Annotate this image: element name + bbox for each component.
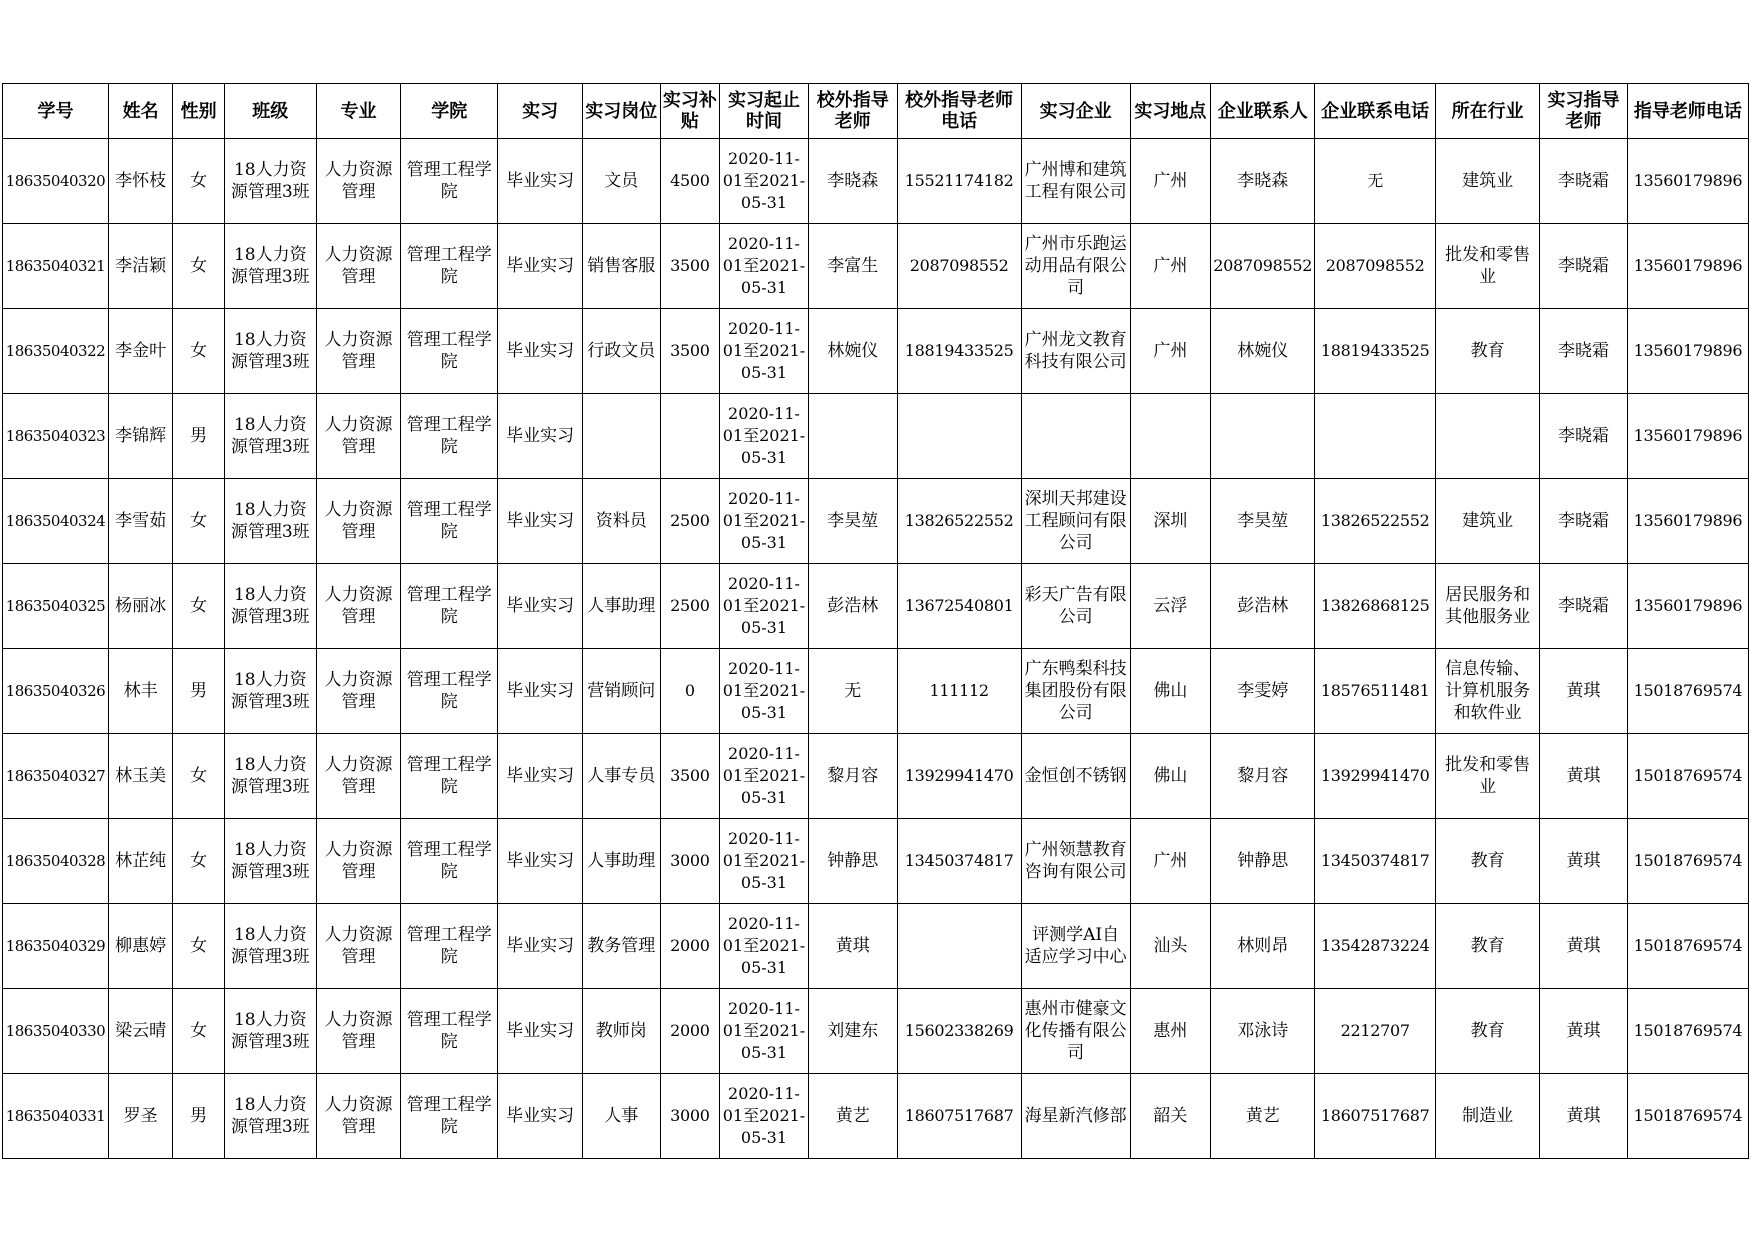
cell-college: 管理工程学院 xyxy=(401,734,498,819)
cell-student-id: 18635040329 xyxy=(3,904,109,989)
cell-college: 管理工程学院 xyxy=(401,139,498,224)
cell-company: 广州领慧教育咨询有限公司 xyxy=(1021,819,1130,904)
cell-internship-type: 毕业实习 xyxy=(498,649,583,734)
cell-position: 资料员 xyxy=(582,479,660,564)
cell-teacher: 李晓霜 xyxy=(1540,139,1628,224)
cell-college: 管理工程学院 xyxy=(401,1074,498,1159)
cell-gender: 女 xyxy=(173,564,224,649)
cell-contact: 2087098552 xyxy=(1211,224,1315,309)
cell-internship-type: 毕业实习 xyxy=(498,989,583,1074)
cell-contact: 林婉仪 xyxy=(1211,309,1315,394)
cell-name: 李怀枝 xyxy=(108,139,173,224)
cell-period: 2020-11-01至2021-05-31 xyxy=(722,574,806,637)
cell-major: 人力资源管理 xyxy=(316,989,401,1074)
col-header-external-mentor-phone: 校外指导老师电话 xyxy=(897,84,1021,139)
cell-period: 2020-11-01至2021-05-31 xyxy=(722,234,806,297)
cell-major: 人力资源管理 xyxy=(316,309,401,394)
cell-teacher-phone: 15018769574 xyxy=(1627,649,1748,734)
cell-gender: 女 xyxy=(173,734,224,819)
cell-location xyxy=(1130,394,1211,479)
cell-student-id: 18635040327 xyxy=(3,734,109,819)
cell-class: 18人力资源管理3班 xyxy=(224,989,316,1074)
table-row xyxy=(3,649,1749,734)
cell-mentor xyxy=(808,394,897,479)
cell-student-id: 18635040326 xyxy=(3,649,109,734)
cell-contact: 李晓森 xyxy=(1211,139,1315,224)
cell-college: 管理工程学院 xyxy=(401,224,498,309)
col-header-gender: 性别 xyxy=(173,84,224,139)
cell-contact: 黎月容 xyxy=(1211,734,1315,819)
cell-location: 佛山 xyxy=(1130,734,1211,819)
cell-mentor-phone: 18819433525 xyxy=(897,309,1021,394)
cell-mentor-phone: 13672540801 xyxy=(897,564,1021,649)
cell-major: 人力资源管理 xyxy=(316,564,401,649)
cell-position: 文员 xyxy=(582,139,660,224)
cell-student-id: 18635040330 xyxy=(3,989,109,1074)
cell-location: 广州 xyxy=(1130,309,1211,394)
table-row xyxy=(3,904,1749,989)
cell-gender: 女 xyxy=(173,224,224,309)
cell-subsidy: 2000 xyxy=(660,989,720,1074)
cell-contact-phone: 13929941470 xyxy=(1315,734,1436,819)
cell-teacher: 黄琪 xyxy=(1540,904,1628,989)
cell-location: 惠州 xyxy=(1130,989,1211,1074)
cell-internship-type: 毕业实习 xyxy=(498,1074,583,1159)
cell-mentor-phone: 15521174182 xyxy=(897,139,1021,224)
cell-contact-phone: 13826868125 xyxy=(1315,564,1436,649)
cell-major: 人力资源管理 xyxy=(316,819,401,904)
cell-industry: 批发和零售业 xyxy=(1436,734,1540,819)
cell-location: 深圳 xyxy=(1130,479,1211,564)
col-header-company-contact: 企业联系人 xyxy=(1211,84,1315,139)
cell-period: 2020-11-01至2021-05-31 xyxy=(722,319,806,382)
cell-name: 罗圣 xyxy=(108,1074,173,1159)
cell-period: 2020-11-01至2021-05-31 xyxy=(722,744,806,807)
col-header-supervisor: 实习指导老师 xyxy=(1540,84,1628,139)
cell-position: 人事 xyxy=(582,1074,660,1159)
cell-period: 2020-11-01至2021-05-31 xyxy=(722,1084,806,1147)
cell-mentor-phone: 15602338269 xyxy=(897,989,1021,1074)
cell-class: 18人力资源管理3班 xyxy=(224,564,316,649)
cell-location: 广州 xyxy=(1130,224,1211,309)
cell-location: 韶关 xyxy=(1130,1074,1211,1159)
cell-mentor: 林婉仪 xyxy=(808,309,897,394)
cell-gender: 女 xyxy=(173,139,224,224)
cell-subsidy: 4500 xyxy=(660,139,720,224)
cell-mentor: 彭浩林 xyxy=(808,564,897,649)
col-header-period: 实习起止时间 xyxy=(720,84,809,139)
cell-college: 管理工程学院 xyxy=(401,904,498,989)
cell-class: 18人力资源管理3班 xyxy=(224,479,316,564)
col-header-subsidy: 实习补贴 xyxy=(660,84,720,139)
cell-gender: 男 xyxy=(173,1074,224,1159)
cell-teacher: 李晓霜 xyxy=(1540,309,1628,394)
cell-mentor: 黎月容 xyxy=(808,734,897,819)
cell-mentor: 无 xyxy=(808,649,897,734)
cell-company xyxy=(1021,394,1130,479)
cell-teacher-phone: 15018769574 xyxy=(1627,904,1748,989)
cell-contact-phone: 18576511481 xyxy=(1315,649,1436,734)
cell-company: 金恒创不锈钢 xyxy=(1021,734,1130,819)
cell-contact-phone: 2212707 xyxy=(1315,989,1436,1074)
cell-college: 管理工程学院 xyxy=(401,649,498,734)
cell-student-id: 18635040323 xyxy=(3,394,109,479)
cell-student-id: 18635040328 xyxy=(3,819,109,904)
cell-contact-phone: 13542873224 xyxy=(1315,904,1436,989)
cell-position: 教师岗 xyxy=(582,989,660,1074)
cell-company: 深圳天邦建设工程顾问有限公司 xyxy=(1021,479,1130,564)
col-header-major: 专业 xyxy=(316,84,401,139)
col-header-college: 学院 xyxy=(401,84,498,139)
cell-subsidy: 0 xyxy=(660,649,720,734)
cell-period: 2020-11-01至2021-05-31 xyxy=(722,829,806,892)
cell-period: 2020-11-01至2021-05-31 xyxy=(722,149,806,212)
col-header-company-phone: 企业联系电话 xyxy=(1315,84,1436,139)
cell-industry: 教育 xyxy=(1436,819,1540,904)
cell-position: 营销顾问 xyxy=(582,649,660,734)
cell-mentor-phone: 13826522552 xyxy=(897,479,1021,564)
cell-name: 李洁颖 xyxy=(108,224,173,309)
cell-mentor-phone xyxy=(897,394,1021,479)
cell-subsidy xyxy=(660,394,720,479)
cell-subsidy: 2500 xyxy=(660,479,720,564)
cell-student-id: 18635040321 xyxy=(3,224,109,309)
cell-name: 李雪茹 xyxy=(108,479,173,564)
cell-teacher: 李晓霜 xyxy=(1540,564,1628,649)
cell-mentor-phone: 111112 xyxy=(897,649,1021,734)
cell-company: 彩天广告有限公司 xyxy=(1021,564,1130,649)
cell-student-id: 18635040320 xyxy=(3,139,109,224)
cell-mentor: 钟静思 xyxy=(808,819,897,904)
cell-major: 人力资源管理 xyxy=(316,904,401,989)
cell-contact-phone: 13450374817 xyxy=(1315,819,1436,904)
cell-internship-type: 毕业实习 xyxy=(498,819,583,904)
cell-name: 李锦辉 xyxy=(108,394,173,479)
cell-teacher-phone: 13560179896 xyxy=(1627,394,1748,479)
cell-teacher-phone: 15018769574 xyxy=(1627,989,1748,1074)
cell-mentor: 李昊堃 xyxy=(808,479,897,564)
cell-subsidy: 3500 xyxy=(660,734,720,819)
cell-contact-phone: 2087098552 xyxy=(1315,224,1436,309)
cell-mentor-phone xyxy=(897,904,1021,989)
cell-internship-type: 毕业实习 xyxy=(498,904,583,989)
cell-name: 柳惠婷 xyxy=(108,904,173,989)
cell-college: 管理工程学院 xyxy=(401,479,498,564)
cell-contact: 黄艺 xyxy=(1211,1074,1315,1159)
cell-class: 18人力资源管理3班 xyxy=(224,309,316,394)
col-header-class: 班级 xyxy=(224,84,316,139)
cell-teacher-phone: 15018769574 xyxy=(1627,1074,1748,1159)
cell-contact: 李昊堃 xyxy=(1211,479,1315,564)
cell-gender: 女 xyxy=(173,479,224,564)
cell-mentor-phone: 18607517687 xyxy=(897,1074,1021,1159)
cell-mentor: 李富生 xyxy=(808,224,897,309)
cell-internship-type: 毕业实习 xyxy=(498,564,583,649)
cell-teacher: 黄琪 xyxy=(1540,819,1628,904)
cell-gender: 女 xyxy=(173,904,224,989)
cell-name: 林玉美 xyxy=(108,734,173,819)
cell-major: 人力资源管理 xyxy=(316,139,401,224)
cell-internship-type: 毕业实习 xyxy=(498,479,583,564)
cell-name: 林丰 xyxy=(108,649,173,734)
cell-class: 18人力资源管理3班 xyxy=(224,224,316,309)
col-header-location: 实习地点 xyxy=(1130,84,1211,139)
cell-industry: 教育 xyxy=(1436,989,1540,1074)
cell-subsidy: 3500 xyxy=(660,309,720,394)
table-row xyxy=(3,479,1749,564)
cell-college: 管理工程学院 xyxy=(401,819,498,904)
cell-name: 李金叶 xyxy=(108,309,173,394)
cell-contact: 钟静思 xyxy=(1211,819,1315,904)
cell-major: 人力资源管理 xyxy=(316,734,401,819)
col-header-internship: 实习 xyxy=(498,84,583,139)
cell-subsidy: 3000 xyxy=(660,1074,720,1159)
cell-major: 人力资源管理 xyxy=(316,479,401,564)
cell-company: 广东鸭梨科技集团股份有限公司 xyxy=(1021,649,1130,734)
cell-college: 管理工程学院 xyxy=(401,989,498,1074)
cell-teacher: 黄琪 xyxy=(1540,1074,1628,1159)
cell-subsidy: 2500 xyxy=(660,564,720,649)
cell-subsidy: 2000 xyxy=(660,904,720,989)
cell-mentor-phone: 2087098552 xyxy=(897,224,1021,309)
cell-student-id: 18635040324 xyxy=(3,479,109,564)
cell-industry xyxy=(1436,394,1540,479)
col-header-industry: 所在行业 xyxy=(1436,84,1540,139)
col-header-position: 实习岗位 xyxy=(582,84,660,139)
cell-gender: 女 xyxy=(173,309,224,394)
table-row xyxy=(3,139,1749,224)
cell-subsidy: 3500 xyxy=(660,224,720,309)
cell-internship-type: 毕业实习 xyxy=(498,394,583,479)
cell-contact xyxy=(1211,394,1315,479)
cell-major: 人力资源管理 xyxy=(316,394,401,479)
cell-teacher: 黄琪 xyxy=(1540,734,1628,819)
cell-mentor: 黄艺 xyxy=(808,1074,897,1159)
cell-teacher-phone: 13560179896 xyxy=(1627,564,1748,649)
cell-teacher-phone: 13560179896 xyxy=(1627,479,1748,564)
cell-position: 销售客服 xyxy=(582,224,660,309)
cell-industry: 建筑业 xyxy=(1436,139,1540,224)
table-row xyxy=(3,224,1749,309)
col-header-company: 实习企业 xyxy=(1021,84,1130,139)
cell-gender: 男 xyxy=(173,649,224,734)
cell-position: 人事助理 xyxy=(582,564,660,649)
cell-name: 杨丽冰 xyxy=(108,564,173,649)
header-row xyxy=(3,84,1749,139)
cell-position: 人事助理 xyxy=(582,819,660,904)
cell-major: 人力资源管理 xyxy=(316,649,401,734)
cell-period: 2020-11-01至2021-05-31 xyxy=(722,659,806,722)
cell-industry: 信息传输、计算机服务和软件业 xyxy=(1436,649,1540,734)
cell-college: 管理工程学院 xyxy=(401,564,498,649)
cell-industry: 教育 xyxy=(1436,904,1540,989)
table-row xyxy=(3,1074,1749,1159)
cell-major: 人力资源管理 xyxy=(316,1074,401,1159)
table-row xyxy=(3,309,1749,394)
cell-gender: 男 xyxy=(173,394,224,479)
cell-class: 18人力资源管理3班 xyxy=(224,734,316,819)
cell-period: 2020-11-01至2021-05-31 xyxy=(722,914,806,977)
cell-contact: 林则昂 xyxy=(1211,904,1315,989)
cell-contact-phone: 无 xyxy=(1315,139,1436,224)
table-row xyxy=(3,989,1749,1074)
cell-period: 2020-11-01至2021-05-31 xyxy=(722,489,806,552)
cell-mentor-phone: 13929941470 xyxy=(897,734,1021,819)
cell-industry: 制造业 xyxy=(1436,1074,1540,1159)
cell-contact-phone: 18607517687 xyxy=(1315,1074,1436,1159)
cell-college: 管理工程学院 xyxy=(401,394,498,479)
internship-table xyxy=(2,83,1749,1159)
cell-location: 云浮 xyxy=(1130,564,1211,649)
cell-contact-phone: 13826522552 xyxy=(1315,479,1436,564)
cell-contact-phone xyxy=(1315,394,1436,479)
cell-class: 18人力资源管理3班 xyxy=(224,649,316,734)
cell-contact-phone: 18819433525 xyxy=(1315,309,1436,394)
table-row xyxy=(3,819,1749,904)
cell-mentor: 黄琪 xyxy=(808,904,897,989)
cell-industry: 建筑业 xyxy=(1436,479,1540,564)
cell-student-id: 18635040325 xyxy=(3,564,109,649)
cell-student-id: 18635040331 xyxy=(3,1074,109,1159)
cell-teacher-phone: 15018769574 xyxy=(1627,734,1748,819)
cell-name: 梁云晴 xyxy=(108,989,173,1074)
cell-name: 林芷纯 xyxy=(108,819,173,904)
cell-college: 管理工程学院 xyxy=(401,309,498,394)
cell-position xyxy=(582,394,660,479)
cell-internship-type: 毕业实习 xyxy=(498,224,583,309)
cell-position: 教务管理 xyxy=(582,904,660,989)
cell-gender: 女 xyxy=(173,989,224,1074)
cell-teacher: 李晓霜 xyxy=(1540,479,1628,564)
cell-teacher-phone: 15018769574 xyxy=(1627,819,1748,904)
cell-location: 汕头 xyxy=(1130,904,1211,989)
col-header-name: 姓名 xyxy=(108,84,173,139)
cell-company: 惠州市健豪文化传播有限公司 xyxy=(1021,989,1130,1074)
cell-position: 行政文员 xyxy=(582,309,660,394)
cell-company: 广州博和建筑工程有限公司 xyxy=(1021,139,1130,224)
cell-internship-type: 毕业实习 xyxy=(498,139,583,224)
col-header-student-id: 学号 xyxy=(3,84,109,139)
cell-industry: 教育 xyxy=(1436,309,1540,394)
table-row xyxy=(3,394,1749,479)
cell-internship-type: 毕业实习 xyxy=(498,734,583,819)
cell-mentor: 李晓森 xyxy=(808,139,897,224)
cell-class: 18人力资源管理3班 xyxy=(224,904,316,989)
cell-company: 海星新汽修部 xyxy=(1021,1074,1130,1159)
cell-contact: 李雯婷 xyxy=(1211,649,1315,734)
cell-mentor: 刘建东 xyxy=(808,989,897,1074)
cell-company: 广州市乐跑运动用品有限公司 xyxy=(1021,224,1130,309)
col-header-external-mentor: 校外指导老师 xyxy=(808,84,897,139)
cell-company: 广州龙文教育科技有限公司 xyxy=(1021,309,1130,394)
col-header-supervisor-phone: 指导老师电话 xyxy=(1627,84,1748,139)
cell-mentor-phone: 13450374817 xyxy=(897,819,1021,904)
cell-position: 人事专员 xyxy=(582,734,660,819)
cell-subsidy: 3000 xyxy=(660,819,720,904)
cell-class: 18人力资源管理3班 xyxy=(224,394,316,479)
cell-industry: 批发和零售业 xyxy=(1436,224,1540,309)
cell-teacher: 李晓霜 xyxy=(1540,394,1628,479)
cell-industry: 居民服务和其他服务业 xyxy=(1436,564,1540,649)
cell-teacher-phone: 13560179896 xyxy=(1627,224,1748,309)
cell-internship-type: 毕业实习 xyxy=(498,309,583,394)
cell-teacher-phone: 13560179896 xyxy=(1627,309,1748,394)
cell-period: 2020-11-01至2021-05-31 xyxy=(722,404,806,467)
cell-class: 18人力资源管理3班 xyxy=(224,819,316,904)
cell-contact: 邓泳诗 xyxy=(1211,989,1315,1074)
cell-location: 广州 xyxy=(1130,139,1211,224)
cell-teacher: 黄琪 xyxy=(1540,649,1628,734)
cell-location: 佛山 xyxy=(1130,649,1211,734)
table-row xyxy=(3,564,1749,649)
cell-contact: 彭浩林 xyxy=(1211,564,1315,649)
cell-period: 2020-11-01至2021-05-31 xyxy=(722,999,806,1062)
cell-teacher-phone: 13560179896 xyxy=(1627,139,1748,224)
cell-class: 18人力资源管理3班 xyxy=(224,139,316,224)
cell-teacher: 李晓霜 xyxy=(1540,224,1628,309)
cell-class: 18人力资源管理3班 xyxy=(224,1074,316,1159)
cell-student-id: 18635040322 xyxy=(3,309,109,394)
cell-gender: 女 xyxy=(173,819,224,904)
table-row xyxy=(3,734,1749,819)
cell-company: 评测学AI自适应学习中心 xyxy=(1021,904,1130,989)
cell-teacher: 黄琪 xyxy=(1540,989,1628,1074)
cell-major: 人力资源管理 xyxy=(316,224,401,309)
cell-location: 广州 xyxy=(1130,819,1211,904)
